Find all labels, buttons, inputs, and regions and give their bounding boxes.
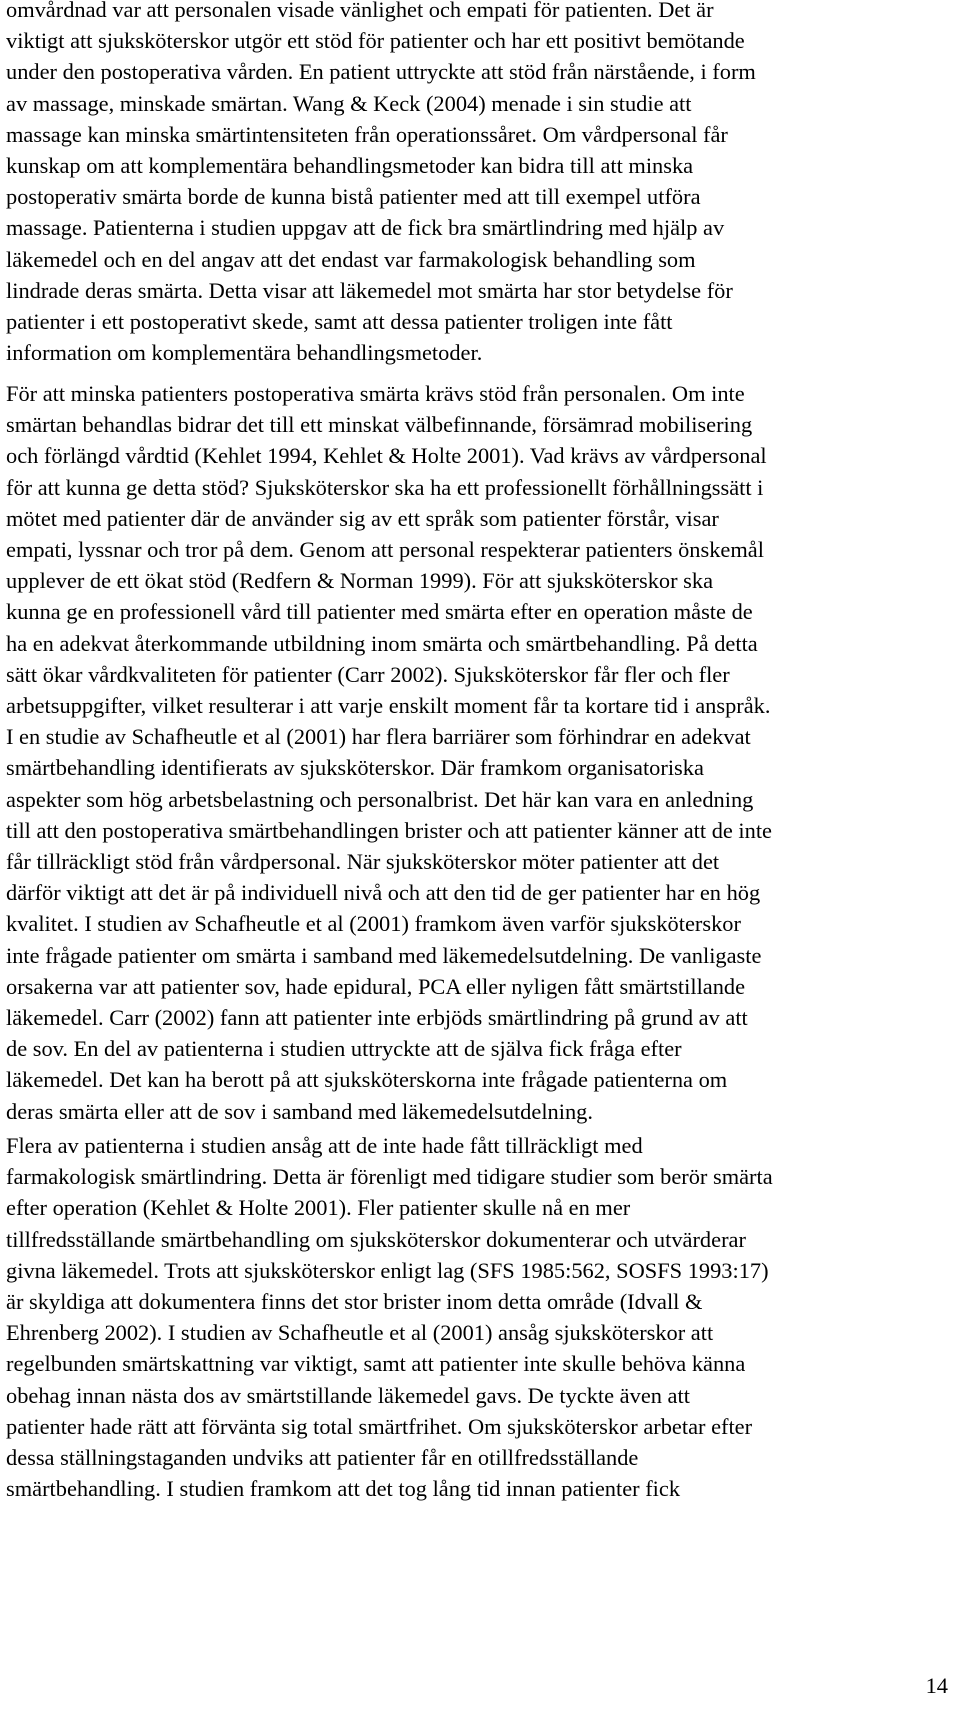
text-line: och förlängd vårdtid (Kehlet 1994, Kehlet & Holte 2001). Vad krävs av vårdpersonal	[6, 443, 767, 469]
text-line: kunna ge en professionell vård till patienter med smärta efter en operation måste de	[6, 599, 753, 625]
text-line: kvalitet. I studien av Schafheutle et al (2001) framkom även varför sjuksköterskor	[6, 911, 741, 937]
paragraph-1	[6, 0, 951, 368]
text-line: viktigt att sjuksköterskor utgör ett stöd för patienter och har ett positivt bemötande	[6, 28, 745, 54]
text-line: efter operation (Kehlet & Holte 2001). Fler patienter skulle nå en mer	[6, 1195, 631, 1221]
text-line: av massage, minskade smärtan. Wang & Keck (2004) menade i sin studie att	[6, 90, 692, 116]
text-line: aspekter som hög arbetsbelastning och personalbrist. Det här kan vara en anledning	[6, 786, 754, 812]
text-line: givna läkemedel. Trots att sjuksköterskor enligt lag (SFS 1985:562, SOSFS 1993:17)	[6, 1257, 769, 1283]
text-line: empati, lyssnar och tror på dem. Genom att personal respekterar patienters önskemål	[6, 537, 764, 563]
text-line: deras smärta eller att de sov i samband med läkemedelsutdelning.	[6, 1098, 593, 1124]
text-line: omvårdnad var att personalen visade vänlighet och empati för patienten. Det är	[6, 0, 714, 22]
text-line: patienter i ett postoperativt skede, samt att dessa patienter troligen inte fått	[6, 309, 673, 335]
text-line: är skyldiga att dokumentera finns det stor brister inom detta område (Idvall &	[6, 1289, 703, 1315]
text-line: massage. Patienterna i studien uppgav att de fick bra smärtlindring med hjälp av	[6, 215, 725, 241]
text-line: Ehrenberg 2002). I studien av Schafheutle et al (2001) ansåg sjuksköterskor att	[6, 1320, 714, 1346]
page-number: 14	[925, 1673, 948, 1698]
text-line: inte frågade patienter om smärta i samband med läkemedelsutdelning. De vanligaste	[6, 942, 762, 968]
text-line: Flera av patienterna i studien ansåg att de inte hade fått tillräckligt med	[6, 1133, 643, 1158]
text-line: läkemedel och en del angav att det endast var farmakologisk behandling som	[6, 246, 696, 272]
text-line: för att kunna ge detta stöd? Sjuksköterskor ska ha ett professionellt förhållningssätt i	[6, 474, 764, 500]
text-line: till att den postoperativa smärtbehandlingen brister och att patienter känner att de inte	[6, 817, 772, 843]
text-line: får tillräckligt stöd från vårdpersonal. När sjuksköterskor möter patienter att det	[6, 849, 720, 875]
text-line: därför viktigt att det är på individuell nivå och att den tid de ger patienter har en hög	[6, 880, 761, 906]
text-line: massage kan minska smärtintensiteten från operationssåret. Om vårdpersonal får	[6, 121, 728, 147]
text-line: de sov. En del av patienterna i studien uttryckte att de själva fick fråga efter	[6, 1036, 682, 1062]
text-line: arbetsuppgifter, vilket resulterar i att varje enskilt moment får ta kortare tid i anspråk.	[6, 693, 771, 719]
text-line: sätt ökar vårdkvaliteten för patienter (Carr 2002). Sjuksköterskor får fler och fler	[6, 661, 730, 687]
text-line: smärtbehandling identifierats av sjuksköterskor. Där framkom organisatoriska	[6, 755, 704, 781]
text-line: patienter hade rätt att förvänta sig total smärtfrihet. Om sjuksköterskor arbetar efter	[6, 1413, 753, 1439]
text-line: information om komplementära behandlingsmetoder.	[6, 340, 483, 366]
text-line: farmakologisk smärtlindring. Detta är förenligt med tidigare studier som berör smärta	[6, 1164, 773, 1190]
text-line: smärtbehandling. I studien framkom att det tog lång tid innan patienter fick	[6, 1476, 681, 1502]
text-line: läkemedel. Carr (2002) fann att patienter inte erbjöds smärtlindring på grund av att	[6, 1005, 748, 1031]
text-line: dessa ställningstaganden undviks att patienter får en otillfredsställande	[6, 1445, 639, 1471]
paragraph-2	[6, 378, 951, 1127]
text-line: orsakerna var att patienter sov, hade epidural, PCA eller nyligen fått smärtstillande	[6, 973, 746, 999]
text-line: postoperativ smärta borde de kunna bistå patienter med att till exempel utföra	[6, 184, 701, 210]
text-line: under den postoperativa vården. En patient uttryckte att stöd från närstående, i form	[6, 59, 756, 85]
text-line: I en studie av Schafheutle et al (2001) har flera barriärer som förhindrar en adekvat	[6, 724, 751, 750]
text-line: regelbunden smärtskattning var viktigt, samt att patienter inte skulle behöva känna	[6, 1351, 746, 1377]
text-line: smärtan behandlas bidrar det till ett minskat välbefinnande, försämrad mobilisering	[6, 412, 753, 438]
paragraph-3	[6, 1130, 951, 1504]
text-line: obehag innan nästa dos av smärtstillande läkemedel gavs. De tyckte även att	[6, 1382, 690, 1408]
text-line: mötet med patienter där de använder sig av ett språk som patienter förstår, visar	[6, 505, 719, 531]
text-line: upplever de ett ökat stöd (Redfern & Norman 1999). För att sjuksköterskor ska	[6, 568, 714, 594]
text-line: lindrade deras smärta. Detta visar att läkemedel mot smärta har stor betydelse för	[6, 277, 733, 303]
text-line: kunskap om att komplementära behandlingsmetoder kan bidra till att minska	[6, 153, 694, 179]
text-line: läkemedel. Det kan ha berott på att sjuksköterskorna inte frågade patienterna om	[6, 1067, 728, 1093]
text-line: För att minska patienters postoperativa smärta krävs stöd från personalen. Om inte	[6, 381, 745, 406]
text-line: tillfredsställande smärtbehandling om sjuksköterskor dokumenterar och utvärderar	[6, 1226, 746, 1252]
text-line: ha en adekvat återkommande utbildning inom smärta och smärtbehandling. På detta	[6, 630, 758, 656]
